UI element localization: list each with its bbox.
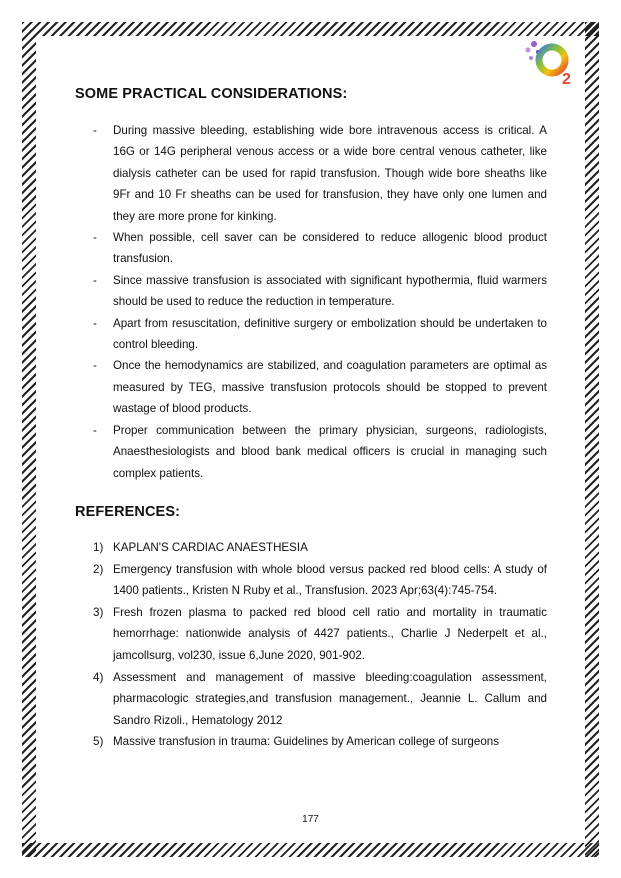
bullet-marker: - <box>93 273 97 287</box>
decorative-border-right <box>585 22 599 857</box>
bullet-marker: - <box>93 231 97 245</box>
references-list <box>93 537 547 753</box>
page-number: 177 <box>302 814 319 825</box>
reference-text: Massive transfusion in trauma: Guidelines by American college of surgeons <box>113 735 500 749</box>
reference-number: 4) <box>93 670 104 684</box>
list-item-text: Apart from resuscitation, definitive surgery or embolization should be undertaken to control bleeding. <box>113 316 547 352</box>
bullet-marker: - <box>93 423 97 437</box>
list-item <box>93 420 547 484</box>
reference-number: 5) <box>93 735 104 749</box>
references-title: REFERENCES: <box>75 504 181 520</box>
list-item <box>93 313 547 356</box>
reference-text: KAPLAN'S CARDIAC ANAESTHESIA <box>113 541 308 554</box>
list-item <box>93 355 547 419</box>
decorative-border-left <box>22 22 36 857</box>
list-item-text: Once the hemodynamics are stabilized, and coagulation parameters are optimal as measured by TEG, massive transfusion protocols should be stopped to prevent wastage of blood products. <box>113 359 547 416</box>
considerations-list <box>93 120 547 484</box>
bullet-marker: - <box>93 124 97 137</box>
reference-item <box>93 537 547 559</box>
reference-number: 2) <box>93 562 104 576</box>
bullet-marker: - <box>93 316 97 330</box>
list-item <box>93 120 547 227</box>
list-item <box>93 270 547 313</box>
list-item-text: Since massive transfusion is associated with significant hypothermia, fluid warmers should be used to reduce the reduction in temperature. <box>113 273 547 309</box>
decorative-border-top <box>22 22 599 36</box>
list-item <box>93 227 547 270</box>
reference-text: Emergency transfusion with whole blood versus packed red blood cells: A study of 1400 patients., Kristen N Ruby et al., Transfusion. 2023 Apr;63(4):745-754. <box>113 562 547 598</box>
reference-text: Assessment and management of massive bleeding:coagulation assessment, pharmacologic strategies,and transfusion management., Jeannie L. Callum and Sandro Rizoli., Hematology 2012 <box>113 670 547 727</box>
section-title: SOME PRACTICAL CONSIDERATIONS: <box>75 86 348 102</box>
svg-text:2: 2 <box>562 71 571 88</box>
list-item-text: During massive bleeding, establishing wide bore intravenous access is critical. A 16G or 14G peripheral venous access or a wide bore central venous catheter, like dialysis catheter can be used for rapid transfusion. Though wide bore sheaths like 9Fr and 10 Fr sheaths can be used for transfusion, they have only one lumen and they are more prone for kinking. <box>113 124 547 223</box>
reference-item <box>93 667 547 732</box>
reference-item <box>93 602 547 667</box>
decorative-border-bottom <box>22 843 599 857</box>
o2-logo <box>522 38 580 88</box>
reference-text: Fresh frozen plasma to packed red blood cell ratio and mortality in traumatic hemorrhage: nationwide analysis of 4427 patients., Charlie J Nederpelt et al., jamcollsurg, vol230, issue 6,June 2020, 901-902. <box>113 605 547 662</box>
reference-number: 3) <box>93 605 104 619</box>
bullet-marker: - <box>93 359 97 373</box>
reference-item <box>93 731 547 753</box>
list-item-text: Proper communication between the primary physician, surgeons, radiologists, Anaesthesiologists and blood bank medical officers is crucial in managing such complex patients. <box>113 423 547 480</box>
list-item-text: When possible, cell saver can be considered to reduce allogenic blood product transfusion. <box>113 231 547 266</box>
reference-item <box>93 559 547 602</box>
reference-number: 1) <box>93 541 104 554</box>
